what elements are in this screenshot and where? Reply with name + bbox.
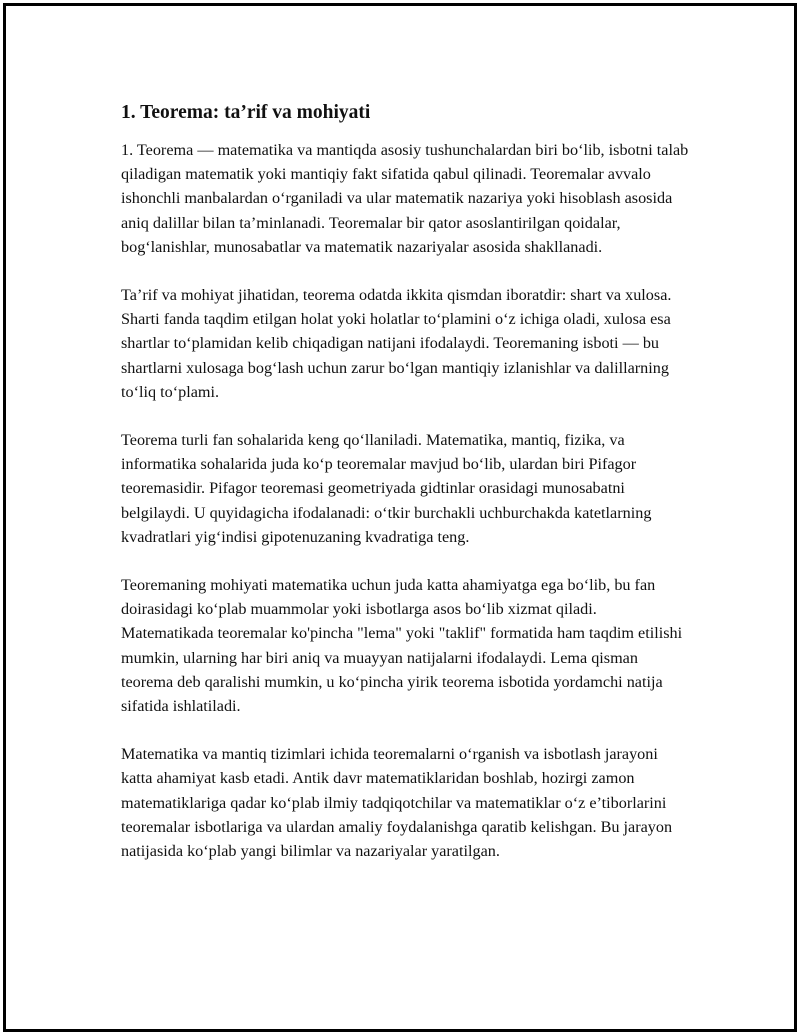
paragraph-5: Matematika va mantiq tizimlari ichida teoremalarni o‘rganish va isbotlash jarayoni katta ahamiyat kasb etadi. Antik davr matematiklaridan boshlab, hozirgi zamon matematiklariga qadar ko‘plab ilmiy tadqiqotchilar va matematiklar o‘z e’tiborlarini teoremalar isbotlariga va ulardan amaliy foydalanishga qaratib kelishgan. Bu jarayon natijasida ko‘plab yangi bilimlar va nazariyalar yaratilgan.: [121, 745, 673, 861]
paragraph-3: Teorema turli fan sohalarida keng qo‘llaniladi. Matematika, mantiq, fizika, va informatika sohalarida juda ko‘p teoremalar mavjud bo‘lib, ulardan biri Pifagor teoremasidir. Pifagor teoremasi geometriyada gidtinlar orasidagi munosabatni belgilaydi. U quyidagicha ifodalanadi: o‘tkir burchakli uchburchakda katetlarning kvadratlari yig‘indisi gipotenuzaning kvadratiga teng.: [121, 431, 652, 546]
page-frame: [3, 3, 797, 1032]
page-title: 1. Teorema: ta’rif va mohiyati: [121, 102, 371, 123]
paragraph-2: Ta’rif va mohiyat jihatidan, teorema odatda ikkita qismdan iboratdir: shart va xulosa. Sharti fanda taqdim etilgan holat yoki holatlar to‘plamini o‘z ichiga oladi, xulosa esa shartlar to‘plamidan kelib chiqadigan natijani ifodalaydi. Teoremaning isboti — bu shartlarni xulosaga bog‘lash uchun zarur bo‘lgan mantiqiy izlanishlar va dalillarning to‘liq to‘plami.: [121, 286, 672, 401]
paragraph-1: 1. Teorema — matematika va mantiqda asosiy tushunchalardan biri bo‘lib, isbotni talab qiladigan matematik yoki mantiqiy fakt sifatida qabul qilinadi. Teoremalar avvalo ishonchli manbalardan o‘rganiladi va ular matematik nazariya yoki hisoblash asosida aniq dalillar bilan ta’minlanadi. Teoremalar bir qator asoslantirilgan qoidalar, bog‘lanishlar, munosabatlar va matematik nazariyalar asosida shakllanadi.: [121, 141, 689, 256]
document-body: [121, 100, 693, 887]
paragraph-4: Teoremaning mohiyati matematika uchun juda katta ahamiyatga ega bo‘lib, bu fan doirasidagi ko‘plab muammolar yoki isbotlarga asos bo‘lib xizmat qiladi. Matematikada teoremalar ko'pincha "lema" yoki "taklif" formatida ham taqdim etilishi mumkin, ularning har biri aniq va muayyan natijalarni ifodalaydi. Lema qisman teorema deb qaralishi mumkin, u ko‘pincha yirik teorema isbotida yordamchi natija sifatida ishlatiladi.: [121, 576, 683, 716]
